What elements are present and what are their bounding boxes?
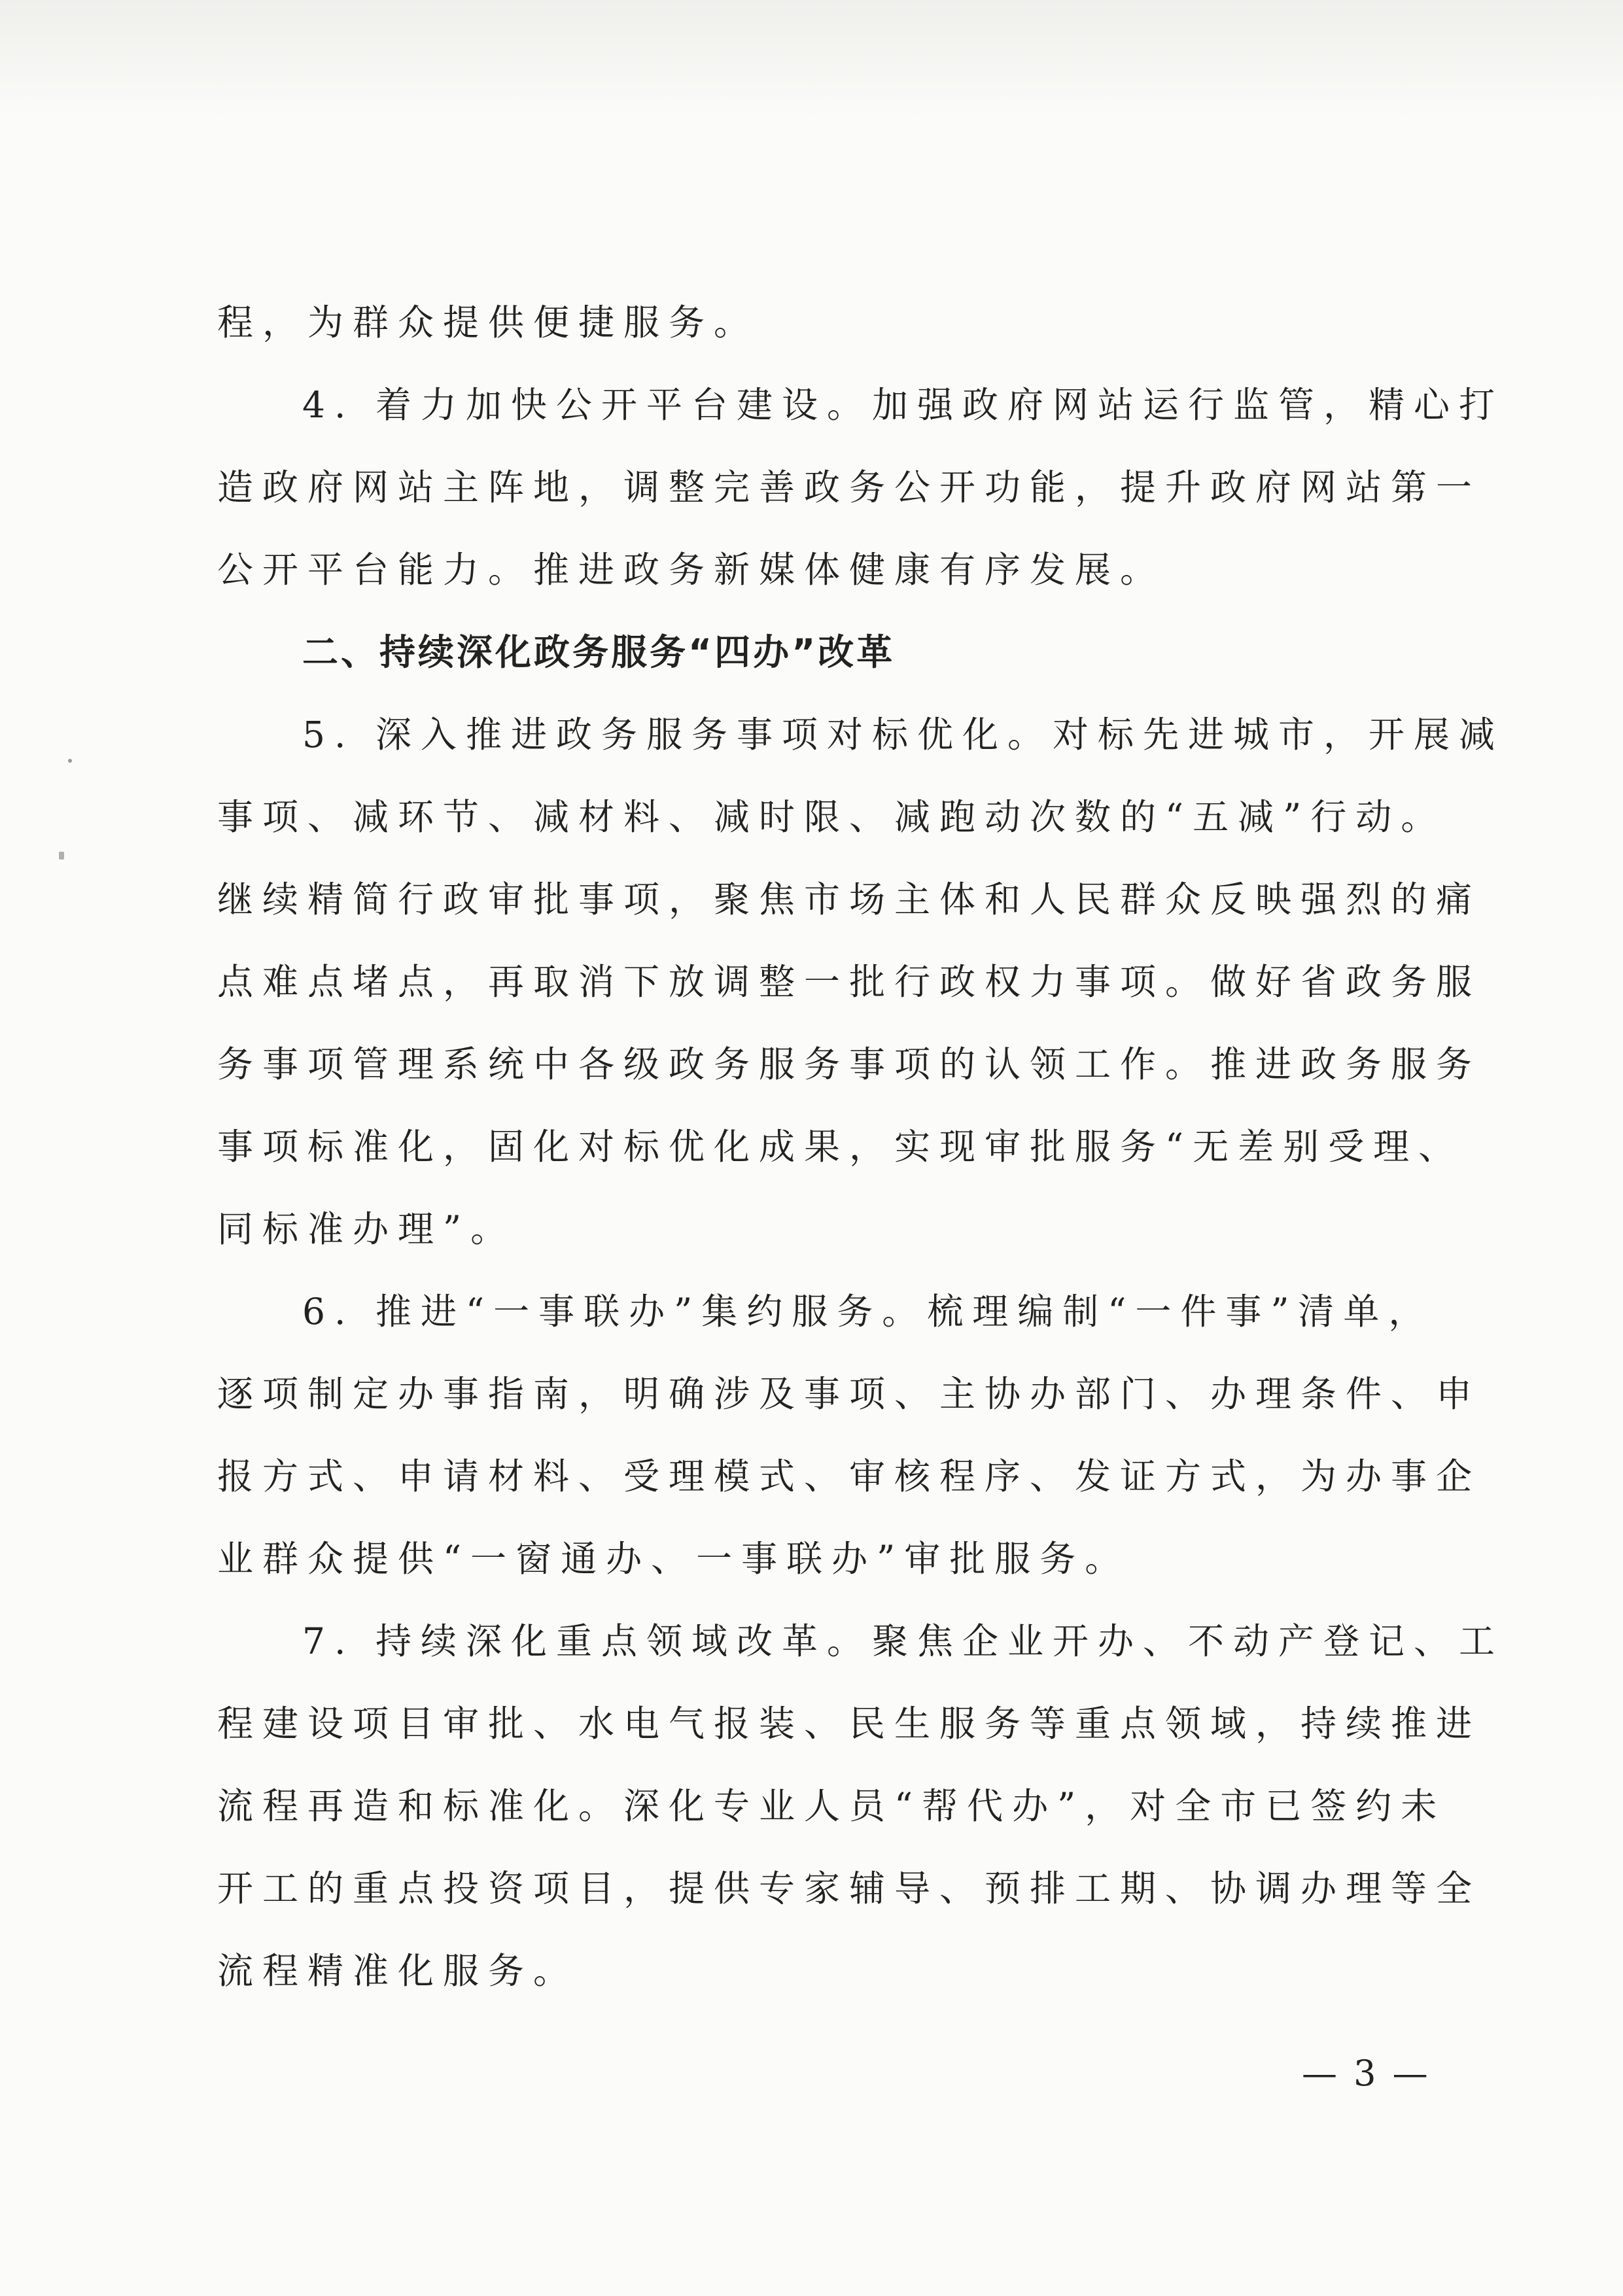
scan-speck <box>68 759 72 763</box>
text-line: 逐项制定办事指南，明确涉及事项、主协办部门、办理条件、申 <box>217 1373 1482 1415</box>
text-line: 事项、减环节、减材料、减时限、减跑动次数的“五减”行动。 <box>217 796 1446 838</box>
text-line: 造政府网站主阵地，调整完善政务公开功能，提升政府网站第一 <box>217 466 1482 508</box>
page-number: — 3 — <box>1302 2053 1431 2094</box>
section-heading: 二、持续深化政务服务“四办”改革 <box>302 631 896 673</box>
document-body <box>217 281 1504 2012</box>
text-line: 务事项管理系统中各级政务服务事项的认领工作。推进政务服务 <box>217 1043 1482 1085</box>
text-line: 公开平台能力。推进政务新媒体健康有序发展。 <box>217 549 1166 591</box>
text-line: 流程精准化服务。 <box>217 1950 579 1992</box>
text-line: 流程再造和标准化。深化专业人员“帮代办”，对全市已签约未 <box>217 1785 1446 1827</box>
text-line: 程建设项目审批、水电气报装、民生服务等重点领域，持续推进 <box>217 1703 1482 1745</box>
text-line: 同标准办理”。 <box>217 1208 516 1250</box>
text-line: 程，为群众提供便捷服务。 <box>217 302 759 343</box>
text-line: 开工的重点投资项目，提供专家辅导、预排工期、协调办理等全 <box>217 1868 1482 1909</box>
text-line: 业群众提供“一窗通办、一事联办”审批服务。 <box>217 1538 1130 1580</box>
text-line: 点难点堵点，再取消下放调整一批行政权力事项。做好省政务服 <box>217 961 1482 1003</box>
text-line: 继续精简行政审批事项，聚焦市场主体和人民群众反映强烈的痛 <box>217 878 1482 920</box>
item-4-first-line: 4. 着力加快公开平台建设。加强政府网站运行监管，精心打 <box>302 384 1504 426</box>
scan-shadow <box>0 0 1623 118</box>
item-6-first-line: 6. 推进“一事联办”集约服务。梳理编制“一件事”清单， <box>302 1291 1434 1332</box>
text-line: 报方式、申请材料、受理模式、审核程序、发证方式，为办事企 <box>217 1455 1482 1497</box>
text-line: 事项标准化，固化对标优化成果，实现审批服务“无差别受理、 <box>217 1126 1464 1168</box>
item-5-first-line: 5. 深入推进政务服务事项对标优化。对标先进城市，开展减 <box>302 714 1504 756</box>
item-7-first-line: 7. 持续深化重点领域改革。聚焦企业开办、不动产登记、工 <box>302 1620 1504 1662</box>
scan-speck <box>59 852 64 860</box>
